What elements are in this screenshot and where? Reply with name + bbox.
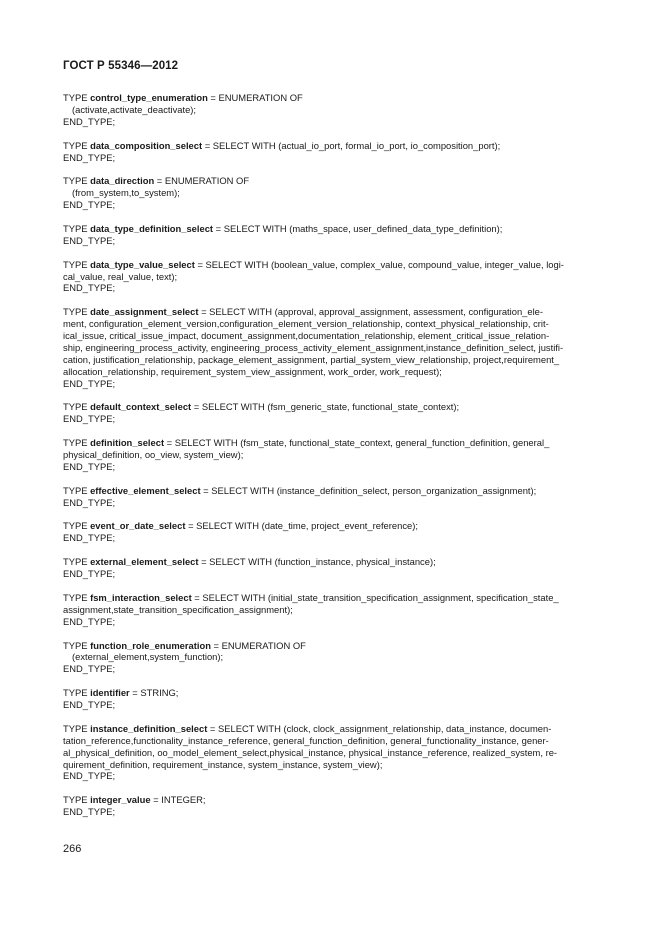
declaration-line <box>63 92 603 104</box>
type-name: definition_select <box>90 437 165 449</box>
end-type-line: END_TYPE; <box>63 699 116 711</box>
type-keyword: TYPE <box>63 484 91 496</box>
type-keyword: TYPE <box>63 92 91 103</box>
end-type-line: END_TYPE; <box>63 532 116 544</box>
end-type-line: END_TYPE; <box>63 151 116 163</box>
declaration-line <box>63 401 603 413</box>
type-keyword: TYPE <box>63 794 91 806</box>
continuation-line: ship, engineering_process_activity, engineering_process_activity_element_assignment,instance_definition_select, justifi- <box>63 341 564 353</box>
type-declaration <box>63 140 603 164</box>
type-definition: = SELECT WITH (clock, clock_assignment_relationship, data_instance, documen- <box>207 722 552 734</box>
type-declaration <box>63 485 603 509</box>
type-definition: = SELECT WITH (instance_definition_select, person_organization_assignment); <box>200 484 537 496</box>
continuation-line: assignment,state_transition_specification_assignment); <box>63 603 293 615</box>
continuation-line: ical_issue, critical_issue_impact, document_assignment,documentation_relationship, element_critical_issue_relation- <box>63 330 550 342</box>
end-type-line: END_TYPE; <box>63 115 116 127</box>
declaration-line <box>63 520 603 532</box>
page-number: 266 <box>63 843 82 855</box>
continuation-line: quirement_definition, requirement_instance, system_instance, system_view); <box>63 758 383 770</box>
type-name: fsm_interaction_select <box>90 591 192 603</box>
type-name: date_assignment_select <box>90 306 199 318</box>
continuation-line: (from_system,to_system); <box>72 187 180 199</box>
type-definition: = ENUMERATION OF <box>154 175 250 187</box>
type-declaration <box>63 401 603 425</box>
continuation-line: cal_value, real_value, text); <box>63 270 178 282</box>
end-type-line: END_TYPE; <box>63 377 116 389</box>
end-type-line: END_TYPE; <box>63 460 116 472</box>
type-declaration <box>63 92 603 128</box>
type-keyword: TYPE <box>63 175 91 187</box>
declaration-line <box>63 306 603 318</box>
type-keyword: TYPE <box>63 401 91 413</box>
declaration-line <box>63 437 603 449</box>
continuation-line: physical_definition, oo_view, system_view); <box>63 449 244 461</box>
type-definition: = ENUMERATION OF <box>207 92 303 103</box>
type-name: integer_value <box>90 794 151 806</box>
declaration-line <box>63 259 603 271</box>
type-name: effective_element_select <box>90 484 201 496</box>
type-definition: = SELECT WITH (date_time, project_event_reference); <box>185 520 418 532</box>
type-name: function_role_enumeration <box>90 639 211 651</box>
end-type-line: END_TYPE; <box>63 496 116 508</box>
type-definition: = INTEGER; <box>150 794 206 806</box>
type-name: data_direction <box>90 175 155 187</box>
type-declaration <box>63 306 603 389</box>
type-declaration <box>63 223 603 247</box>
type-keyword: TYPE <box>63 437 91 449</box>
declaration-line <box>63 723 603 735</box>
type-keyword: TYPE <box>63 687 91 699</box>
continuation-line: (activate,activate_deactivate); <box>72 103 197 115</box>
end-type-line: END_TYPE; <box>63 770 116 782</box>
type-definition: = SELECT WITH (actual_io_port, formal_io_port, io_composition_port); <box>202 139 501 151</box>
continuation-line: allocation_relationship, requirement_system_view_assignment, work_order, work_request); <box>63 365 442 377</box>
type-keyword: TYPE <box>63 591 91 603</box>
type-definition: = SELECT WITH (boolean_value, complex_value, compound_value, integer_value, logi- <box>194 258 564 270</box>
type-definition: = SELECT WITH (fsm_generic_state, functional_state_context); <box>191 401 460 413</box>
type-definition: = SELECT WITH (initial_state_transition_specification_assignment, specification_state_ <box>191 591 559 603</box>
continuation-line: ment, configuration_element_version,configuration_element_version_relationship, context_physical_relationship, crit- <box>63 318 549 330</box>
continuation-line: tation_reference,functionality_instance_reference, general_function_definition, general_functionality_instance, gener- <box>63 734 549 746</box>
type-declaration <box>63 794 603 818</box>
type-keyword: TYPE <box>63 639 91 651</box>
type-declaration <box>63 175 603 211</box>
end-type-line: END_TYPE; <box>63 615 116 627</box>
type-declaration <box>63 723 603 783</box>
page-header: ГОСТ Р 55346—2012 <box>63 60 179 72</box>
declaration-line <box>63 556 603 568</box>
type-name: data_type_definition_select <box>90 222 214 234</box>
type-keyword: TYPE <box>63 306 91 318</box>
end-type-line: END_TYPE; <box>63 234 116 246</box>
declaration-line <box>63 640 603 652</box>
declaration-line <box>63 687 603 699</box>
type-definition: = STRING; <box>129 687 179 699</box>
type-name: default_context_select <box>90 401 192 413</box>
type-name: instance_definition_select <box>90 722 208 734</box>
declaration-line <box>63 794 603 806</box>
type-declaration <box>63 640 603 676</box>
continuation-line: al_physical_definition, oo_model_element_select,physical_instance, physical_instance_reference, realized_system, re- <box>63 746 558 758</box>
type-name: data_composition_select <box>90 139 203 151</box>
end-type-line: END_TYPE; <box>63 199 116 211</box>
declaration-line <box>63 485 603 497</box>
end-type-line: END_TYPE; <box>63 663 116 675</box>
type-declaration <box>63 259 603 295</box>
type-declaration <box>63 437 603 473</box>
type-name: event_or_date_select <box>90 520 186 532</box>
declaration-line <box>63 592 603 604</box>
end-type-line: END_TYPE; <box>63 568 116 580</box>
type-keyword: TYPE <box>63 722 91 734</box>
end-type-line: END_TYPE; <box>63 282 116 294</box>
declaration-line <box>63 175 603 187</box>
declaration-line <box>63 140 603 152</box>
type-declaration <box>63 687 603 711</box>
type-name: identifier <box>90 687 130 699</box>
type-name: data_type_value_select <box>90 258 195 270</box>
continuation-line: (external_element,system_function); <box>72 651 224 663</box>
type-keyword: TYPE <box>63 222 91 234</box>
type-definition: = SELECT WITH (approval, approval_assignment, assessment, configuration_ele- <box>198 306 544 318</box>
end-type-line: END_TYPE; <box>63 413 116 425</box>
type-declaration <box>63 592 603 628</box>
type-keyword: TYPE <box>63 258 91 270</box>
type-keyword: TYPE <box>63 139 91 151</box>
type-keyword: TYPE <box>63 520 91 532</box>
continuation-line: cation, justification_relationship, package_element_assignment, partial_system_view_relationship, project,requirement_ <box>63 353 560 365</box>
end-type-line: END_TYPE; <box>63 806 116 818</box>
type-declaration <box>63 556 603 580</box>
type-name: external_element_select <box>90 556 199 568</box>
type-name: control_type_enumeration <box>90 92 208 103</box>
document-body <box>63 92 603 830</box>
type-definition: = SELECT WITH (function_instance, physical_instance); <box>198 556 436 568</box>
type-keyword: TYPE <box>63 556 91 568</box>
declaration-line <box>63 223 603 235</box>
type-definition: = SELECT WITH (maths_space, user_defined_data_type_definition); <box>213 222 503 234</box>
type-declaration <box>63 520 603 544</box>
type-definition: = ENUMERATION OF <box>210 639 306 651</box>
type-definition: = SELECT WITH (fsm_state, functional_state_context, general_function_definition, general_ <box>164 437 550 449</box>
